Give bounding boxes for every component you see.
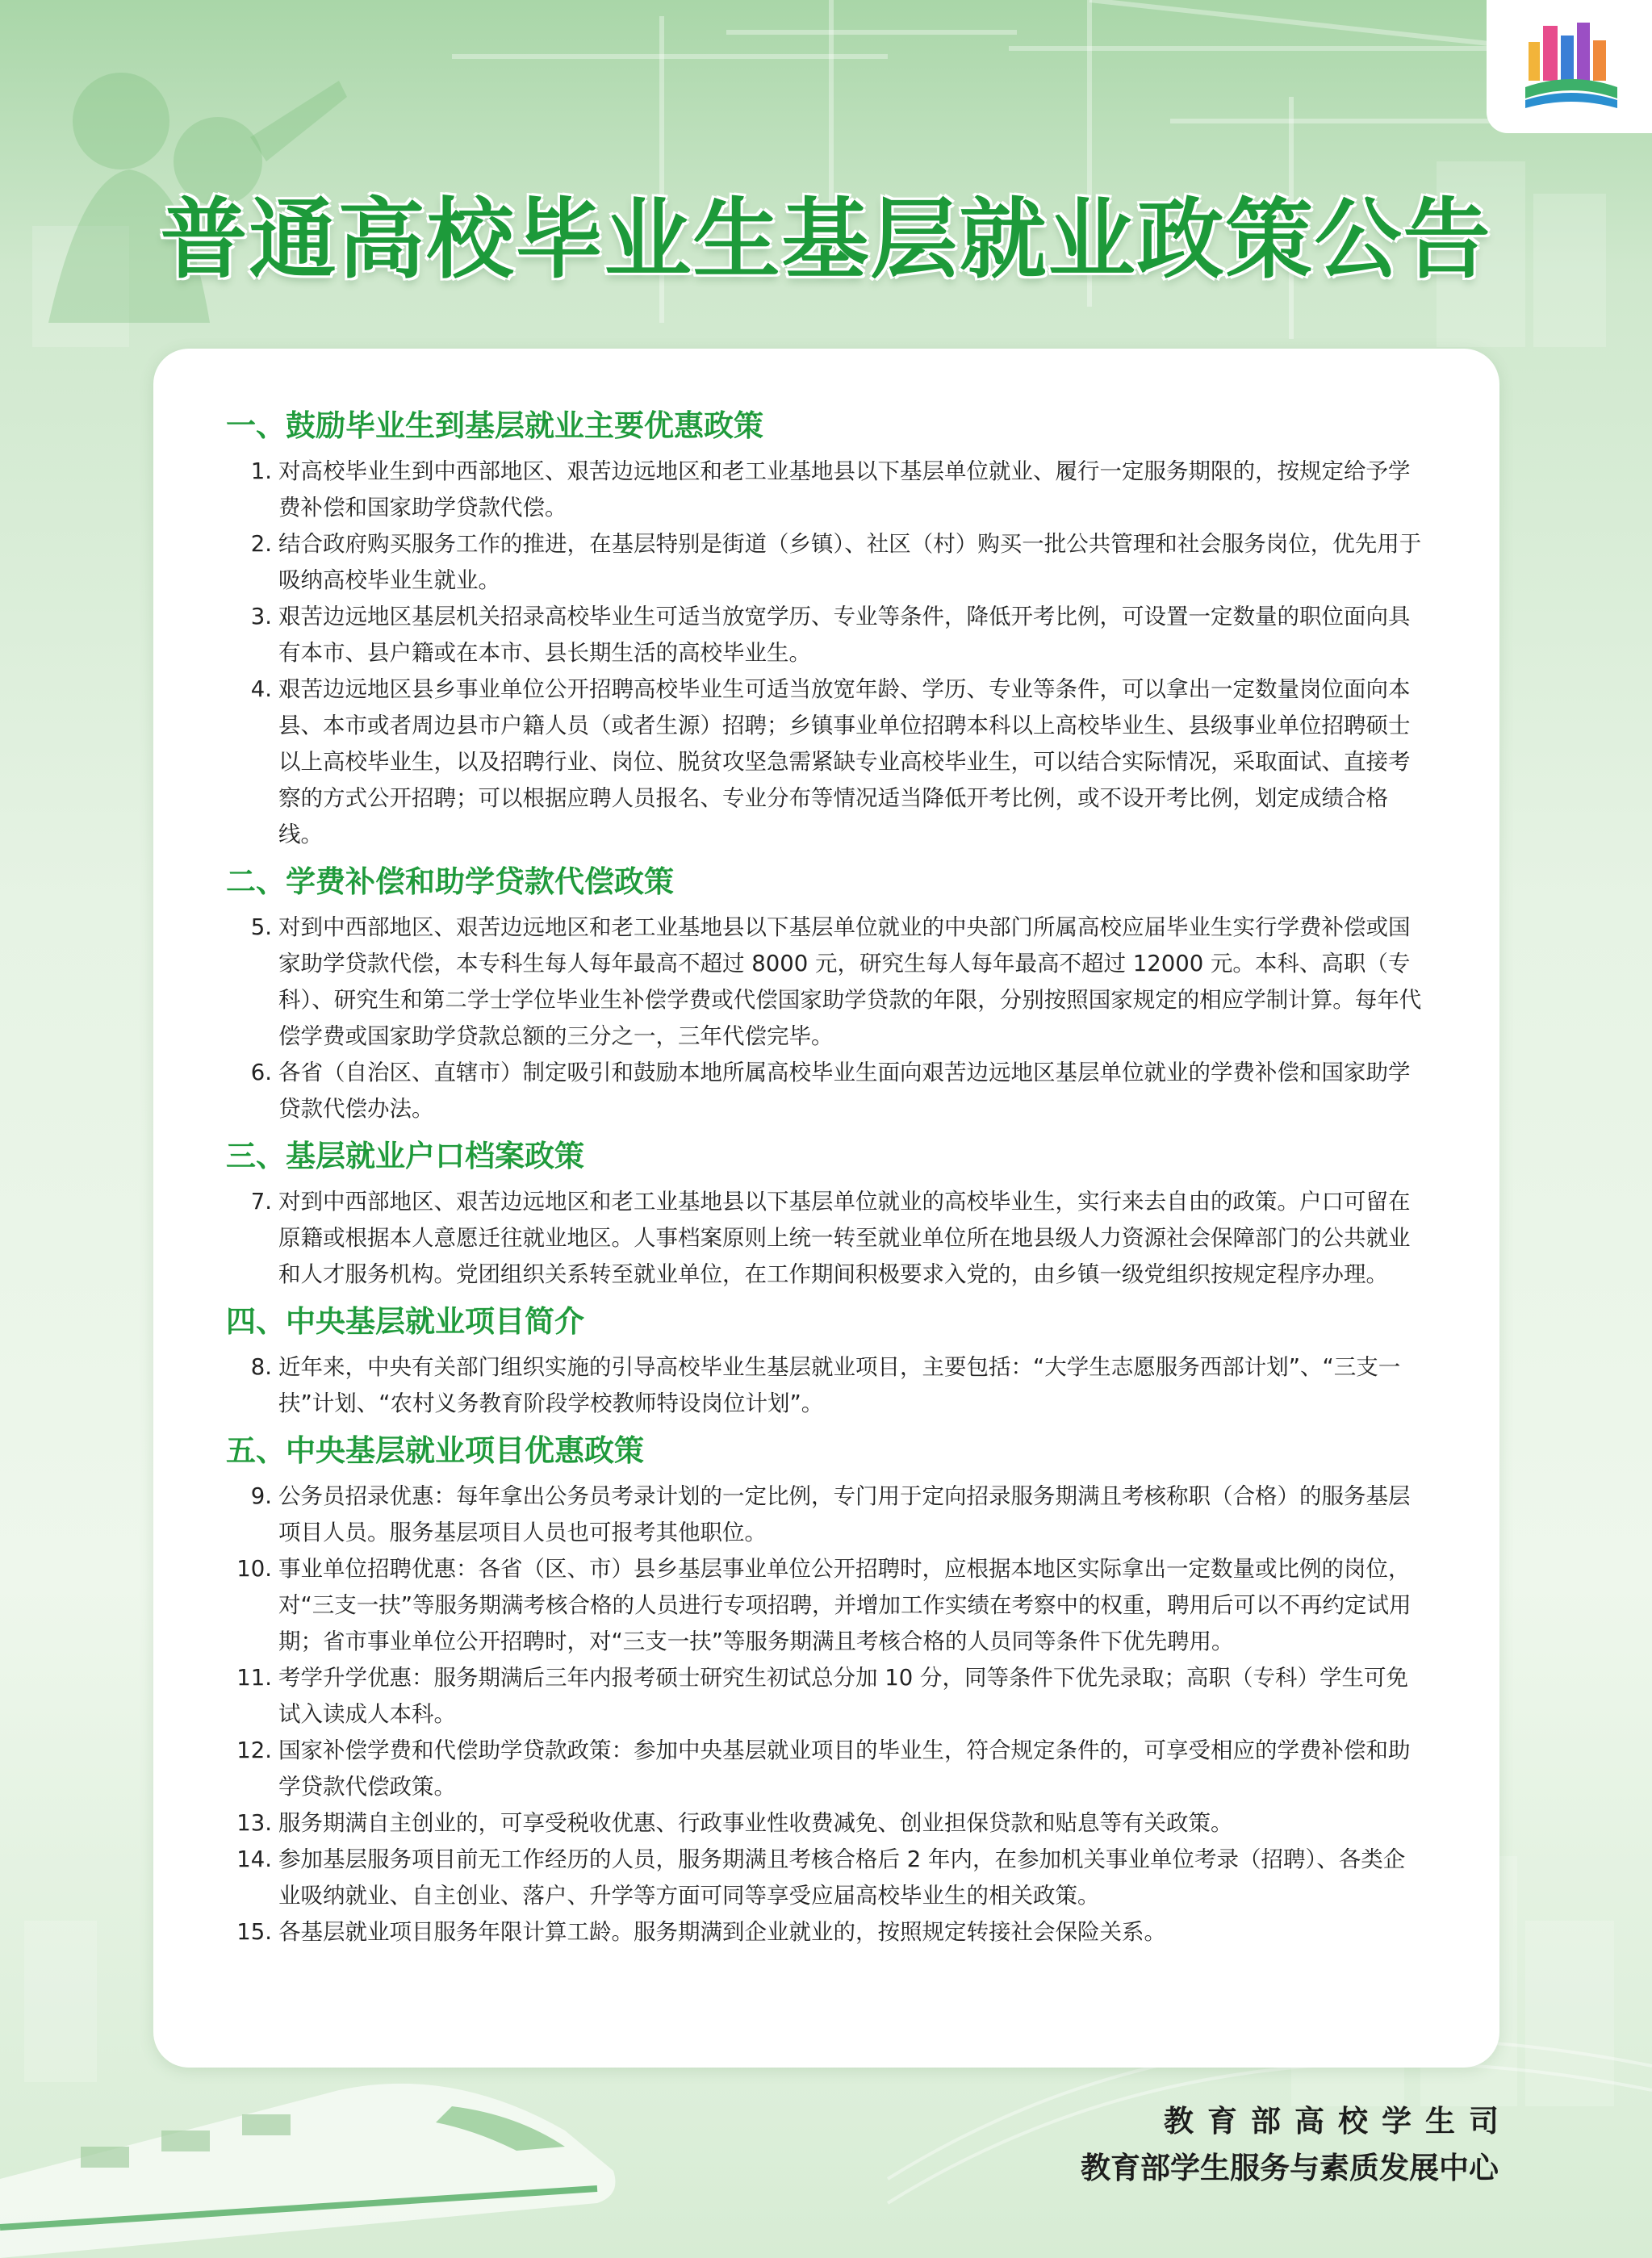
policy-item	[226, 1551, 1427, 1660]
content-panel	[153, 349, 1499, 2068]
item-text: 国家补偿学费和代偿助学贷款政策：参加中央基层就业项目的毕业生，符合规定条件的，可享受相应的学费补偿和助学贷款代偿政策。	[278, 1737, 1411, 1800]
item-text: 艰苦边远地区基层机关招录高校毕业生可适当放宽学历、专业等条件，降低开考比例，可设置一定数量的职位面向具有本市、县户籍或在本市、县长期生活的高校毕业生。	[278, 604, 1411, 666]
issuer-line-1: 教育部高校学生司	[1164, 2104, 1512, 2139]
item-number: 11.	[236, 1665, 272, 1691]
item-number: 13.	[236, 1810, 272, 1836]
item-text: 近年来，中央有关部门组织实施的引导高校毕业生基层就业项目，主要包括：“大学生志愿服务西部计划”、“三支一扶”计划、“农村义务教育阶段学校教师特设岗位计划”。	[278, 1354, 1401, 1416]
issuer-block	[1081, 2098, 1512, 2192]
item-number: 14.	[236, 1846, 272, 1872]
policy-item	[226, 454, 1427, 526]
item-text: 对高校毕业生到中西部地区、艰苦边远地区和老工业基地县以下基层单位就业、履行一定服务期限的，按规定给予学费补偿和国家助学贷款代偿。	[278, 458, 1411, 521]
item-number: 3.	[250, 604, 272, 629]
policy-item	[226, 1660, 1427, 1733]
item-number: 1.	[250, 458, 272, 484]
policy-item	[226, 1478, 1427, 1551]
item-text: 服务期满自主创业的，可享受税收优惠、行政事业性收费减免、创业担保贷款和贴息等有关政策。	[278, 1810, 1233, 1836]
item-number: 2.	[250, 531, 272, 557]
poster-title: 普通高校毕业生基层就业政策公告	[160, 190, 1492, 291]
item-number: 6.	[250, 1060, 272, 1085]
policy-item	[226, 909, 1427, 1055]
item-text: 各基层就业项目服务年限计算工龄。服务期满到企业就业的，按照规定转接社会保险关系。	[278, 1919, 1166, 1945]
policy-item	[226, 1733, 1427, 1805]
section-heading: 一、鼓励毕业生到基层就业主要优惠政策	[226, 408, 763, 443]
policy-item	[226, 599, 1427, 671]
item-text: 艰苦边远地区县乡事业单位公开招聘高校毕业生可适当放宽年龄、学历、专业等条件，可以拿出一定数量岗位面向本县、本市或者周边县市户籍人员（或者生源）招聘；乡镇事业单位招聘本科以上高校毕业生、县级事业单位招聘硕士以上高校毕业生，以及招聘行业、岗位、脱贫攻坚急需紧缺专业高校毕业生，可以结合实际情况，采取面试、直接考察的方式公开招聘；可以根据应聘人员报名、专业分布等情况适当降低开考比例，或不设开考比例，划定成绩合格线。	[278, 676, 1411, 847]
item-text: 对到中西部地区、艰苦边远地区和老工业基地县以下基层单位就业的高校毕业生，实行来去自由的政策。户口可留在原籍或根据本人意愿迁往就业地区。人事档案原则上统一转至就业单位所在地县级人力资源社会保障部门的公共就业和人才服务机构。党团组织关系转至就业单位，在工作期间积极要求入党的，由乡镇一级党组织按规定程序办理。	[278, 1189, 1411, 1287]
policy-item	[226, 1184, 1427, 1293]
item-text: 公务员招录优惠：每年拿出公务员考录计划的一定比例，专门用于定向招录服务期满且考核称职（合格）的服务基层项目人员。服务基层项目人员也可报考其他职位。	[278, 1483, 1411, 1545]
policy-section	[226, 1137, 1427, 1293]
policy-item	[226, 671, 1427, 853]
item-text: 考学升学优惠：服务期满后三年内报考硕士研究生初试总分加 10 分，同等条件下优先录取；高职（专科）学生可免试入读成人本科。	[278, 1665, 1408, 1727]
item-number: 10.	[236, 1556, 272, 1582]
item-number: 7.	[250, 1189, 272, 1215]
section-heading: 四、中央基层就业项目简介	[226, 1304, 584, 1339]
item-text: 结合政府购买服务工作的推进，在基层特别是街道（乡镇）、社区（村）购买一批公共管理和社会服务岗位，优先用于吸纳高校毕业生就业。	[278, 531, 1422, 593]
policy-item	[226, 1805, 1427, 1842]
policy-item	[226, 1349, 1427, 1422]
city-skyline-logo-icon	[1519, 18, 1624, 115]
policy-item	[226, 1842, 1427, 1914]
policy-section	[226, 1303, 1427, 1422]
item-number: 8.	[250, 1354, 272, 1380]
item-text: 各省（自治区、直辖市）制定吸引和鼓励本地所属高校毕业生面向艰苦边远地区基层单位就业的学费补偿和国家助学贷款代偿办法。	[278, 1060, 1411, 1122]
policy-section	[226, 407, 1427, 853]
policy-section	[226, 863, 1427, 1127]
item-number: 12.	[236, 1737, 272, 1763]
item-number: 5.	[250, 914, 272, 940]
issuer-line-2: 教育部学生服务与素质发展中心	[1081, 2151, 1499, 2185]
logo-box	[1487, 0, 1652, 133]
policy-item	[226, 1055, 1427, 1127]
item-number: 4.	[250, 676, 272, 702]
item-number: 9.	[250, 1483, 272, 1509]
item-text: 参加基层服务项目前无工作经历的人员，服务期满且考核合格后 2 年内，在参加机关事业单位考录（招聘）、各类企业吸纳就业、自主创业、落户、升学等方面可同等享受应届高校毕业生的相关政策。	[278, 1846, 1406, 1909]
item-text: 事业单位招聘优惠：各省（区、市）县乡基层事业单位公开招聘时，应根据本地区实际拿出一定数量或比例的岗位，对“三支一扶”等服务期满考核合格的人员进行专项招聘，并增加工作实绩在考察中的权重，聘用后可以不再约定试用期；省市事业单位公开招聘时，对“三支一扶”等服务期满且考核合格的人员同等条件下优先聘用。	[278, 1556, 1412, 1654]
section-heading: 三、基层就业户口档案政策	[226, 1139, 584, 1173]
policy-section	[226, 1432, 1427, 1951]
item-text: 对到中西部地区、艰苦边远地区和老工业基地县以下基层单位就业的中央部门所属高校应届毕业生实行学费补偿或国家助学贷款代偿，本专科生每人每年最高不超过 8000 元，研究生每人每年最高不超过 12000 元。本科、高职（专科）、研究生和第二学士学位毕业生补偿学费或代偿国家助学贷款的年限，分别按照国家规定的相应学制计算。每年代偿学费或国家助学贷款总额的三分之一，三年代偿完毕。	[278, 914, 1422, 1049]
section-heading: 二、学费补偿和助学贷款代偿政策	[226, 864, 674, 899]
section-heading: 五、中央基层就业项目优惠政策	[226, 1433, 644, 1468]
policy-item	[226, 1914, 1427, 1951]
item-number: 15.	[236, 1919, 272, 1945]
policy-item	[226, 526, 1427, 599]
